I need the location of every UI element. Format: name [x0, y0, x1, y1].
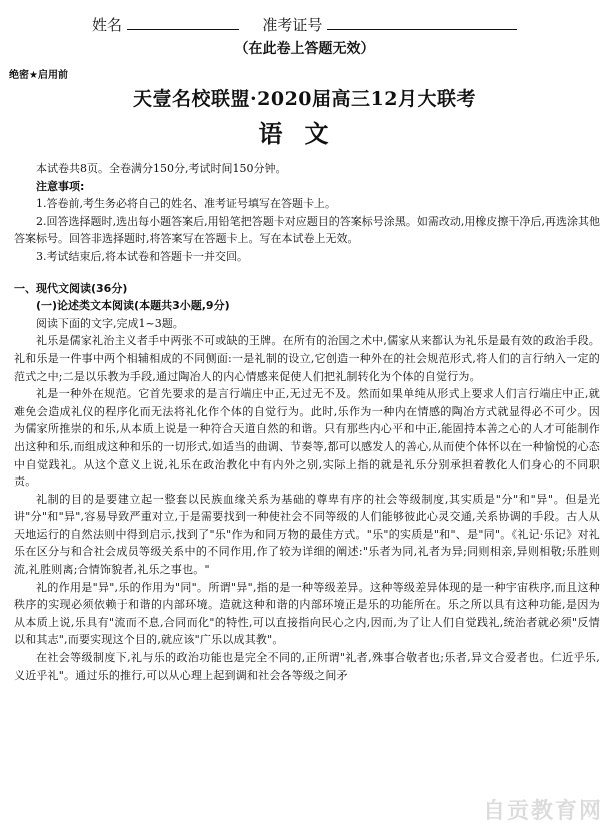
paper-content — [14, 160, 600, 684]
passage-paragraph: 礼乐是儒家礼治主义者手中两张不可或缺的王牌。在所有的治国之术中,儒家从来都认为礼乐是最有效的政治手段。礼和乐是一件事中两个相辅相成的不同侧面:一是礼制的设立,它创造一种外在的社会规范形式,将人们的言行纳入一定的范式之中;二是以乐教为手段,通过陶冶人的内心情感来促使人们把礼制转化为个体的自觉行为。 — [14, 334, 600, 383]
passage-paragraph: 礼制的目的是要建立起一整套以民族血缘关系为基础的尊卑有序的社会等级制度,其实质是"分"和"异"。但是光讲"分"和"异",容易导致严重对立,于是需要找到一种使社会不同等级的人们能够彼此心灵交通,关系协调的手段。古人从天地运行的自然法则中得到启示,找到了"乐"作为和同万物的最佳方式。"乐"的实质是"和"、是"同"。《礼记·乐记》对礼乐在区分与和合社会成员等级关系中的不同作用,作了较为详细的阐述:"乐者为同,礼者为异;同则相亲,异则相敬;乐胜则流,礼胜则离;合情饰貌者,礼乐之事也。" — [14, 492, 600, 577]
note-item: 2.回答选择题时,选出每小题答案后,用铅笔把答题卡对应题目的答案标号涂黑。如需改动,用橡皮擦干净后,再选涂其他答案标号。回答非选择题时,将答案写在答题卡上。写在本试卷上无效。 — [14, 214, 600, 246]
site-watermark: 自贡教育网 — [482, 799, 603, 824]
note-item: 3.考试结束后,将本试卷和答题卡一并交回。 — [36, 249, 248, 263]
section-title: 一、现代文阅读(36分) — [14, 281, 128, 295]
passage-paragraph: 在社会等级制度下,礼与乐的政治功能也是完全不同的,正所谓"礼者,殊事合敬者也;乐者,异文合爱者也。仁近乎乐,义近乎礼"。通过乐的推行,可以从心理上起到调和社会各等级之间矛 — [14, 651, 600, 682]
notes-title: 注意事项: — [36, 179, 85, 193]
exam-id-blank — [327, 15, 517, 30]
name-label: 姓名 — [92, 16, 123, 34]
note-item: 1.答卷前,考生务必将自己的姓名、准考证号填写在答题卡上。 — [36, 197, 336, 211]
subsection-title: (一)论述类文本阅读(本题共3小题,9分) — [36, 299, 230, 313]
exam-summary: 本试卷共8页。全卷满分150分,考试时间150分钟。 — [36, 162, 287, 175]
name-blank — [127, 15, 239, 30]
secret-mark: 绝密★启用前 — [9, 70, 68, 81]
passage-paragraph: 礼是一种外在规范。它首先要求的是言行端庄中正,无过无不及。然而如果单纯从形式上要求人们言行端庄中正,就难免会造成礼仪的程序化而无法将礼化作个体的自觉行为。此时,乐作为一种内在情感的陶冶方式就显得必不可少。因为儒家所推崇的和乐,从本质上说是一种符合天道自然的和谐。只有那些内心平和中正,能固持本善之心的人才可能制作出这种和乐,而组成这种和乐的一切形式,如适当的曲调、节奏等,都可以感发人的善心,从而使个体怀以在一种愉悦的心态中自觉践礼。从这个意义上说,礼乐在政治教化中有内外之别,实际上指的就是礼乐分别承担着教化人们身心的不同职责。 — [14, 387, 600, 489]
reading-passage — [14, 332, 600, 684]
subject-title: 语文 — [258, 120, 351, 148]
exam-title: 天壹名校联盟·2020届高三12月大联考 — [133, 88, 476, 110]
candidate-info-row — [92, 14, 517, 35]
reading-instruction: 阅读下面的文字,完成1~3题。 — [36, 316, 184, 330]
passage-paragraph: 礼的作用是"异",乐的作用为"同"。所谓"异",指的是一种等级差异。这种等级差异体现的是一种宇宙秩序,而且这种秩序的实现必须依赖于和谐的内部环境。造就这种和谐的内部环境正是乐的功能所在。乐之所以具有这种功能,是因为从本质上说,乐具有"流而不息,合同而化"的特性,可以直接指向民心之内,因而,为了让人们自觉践礼,统治者就必须"反情以和其志",而要实现这个目的,就应该"广乐以成其教"。 — [14, 580, 600, 647]
exam-id-label: 准考证号 — [262, 16, 323, 34]
no-answer-notice: （在此卷上答题无效） — [234, 41, 375, 57]
